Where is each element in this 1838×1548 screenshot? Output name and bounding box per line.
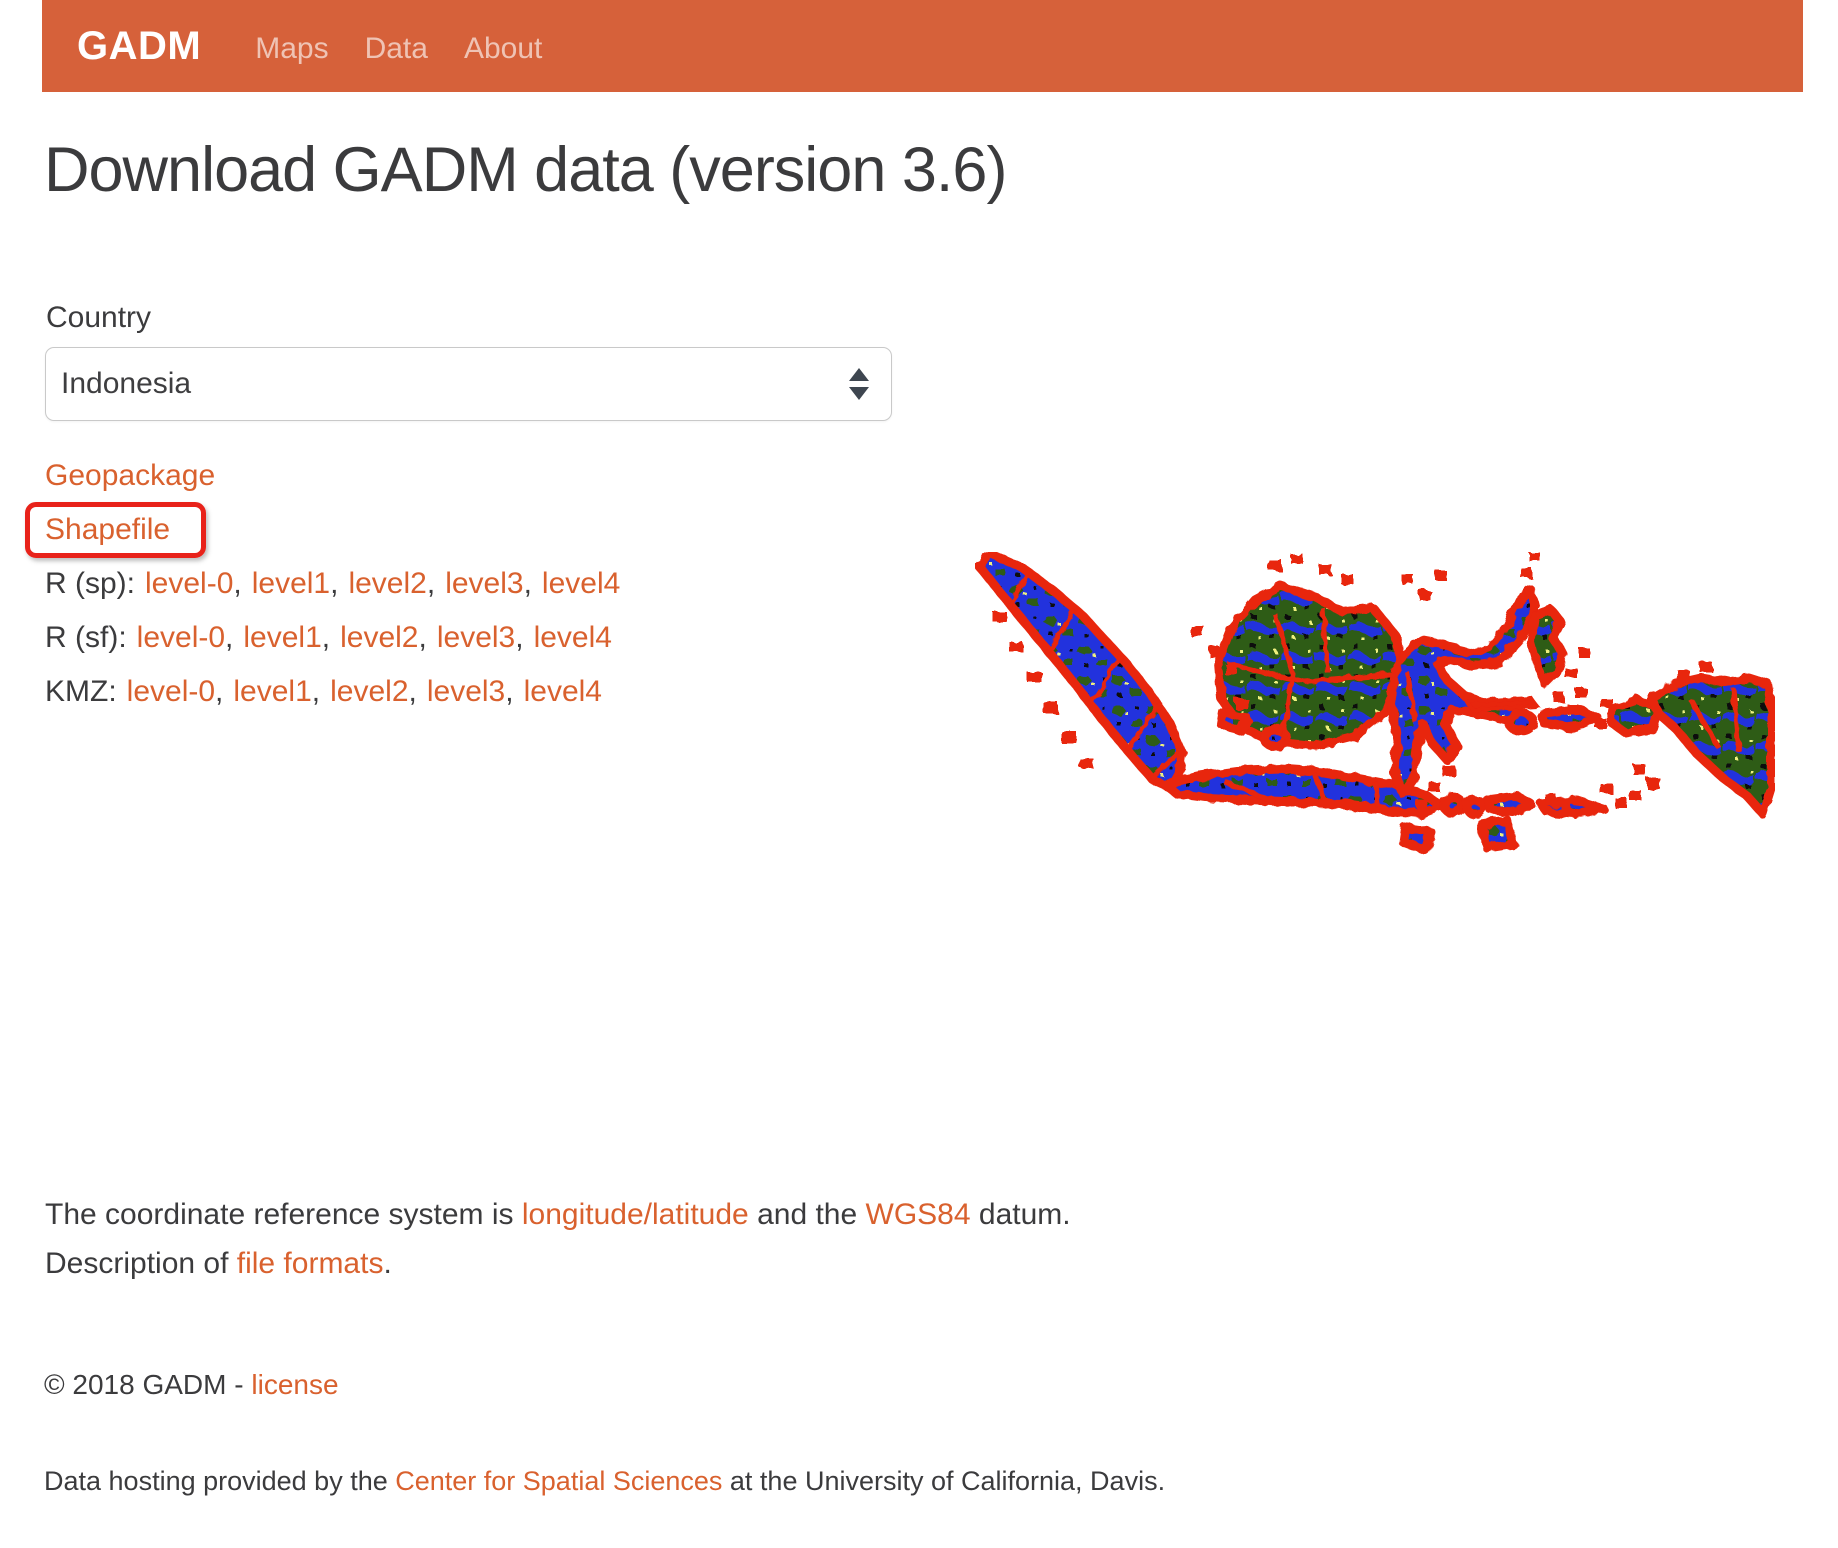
link-shapefile[interactable]: Shapefile xyxy=(45,513,171,546)
copyright-text: © 2018 GADM - xyxy=(44,1369,252,1400)
island-sumba xyxy=(1403,828,1431,850)
select-stepper-icon xyxy=(849,368,869,400)
link-center-spatial-sciences[interactable]: Center for Spatial Sciences xyxy=(395,1466,723,1496)
comma-separator: , xyxy=(321,621,331,654)
comma-separator: , xyxy=(515,621,524,654)
download-row-kmz xyxy=(45,665,620,719)
island-sumatra xyxy=(979,554,1182,788)
link-geopackage[interactable]: Geopackage xyxy=(45,459,216,492)
comma-separator: , xyxy=(505,675,514,708)
hosting-text-prefix: Data hosting provided by the xyxy=(44,1466,396,1496)
island-bali xyxy=(1444,797,1462,813)
crs-text-prefix: The coordinate reference system is xyxy=(45,1198,522,1231)
island-papua xyxy=(1651,678,1771,814)
island-halmahera xyxy=(1531,610,1563,684)
island-timor xyxy=(1481,820,1513,848)
link-rsf-level2[interactable]: level2 xyxy=(340,621,419,654)
link-rsf-level1[interactable]: level1 xyxy=(243,621,322,654)
comma-separator: , xyxy=(215,675,224,708)
link-rsp-level4[interactable]: level4 xyxy=(541,567,621,600)
comma-separator: , xyxy=(233,567,242,600)
link-rsp-level0[interactable]: level-0 xyxy=(145,567,234,600)
link-kmz-level2[interactable]: level2 xyxy=(330,675,409,708)
comma-separator: , xyxy=(418,621,427,654)
crs-text-suffix: datum. xyxy=(970,1198,1071,1231)
chevron-up-icon xyxy=(849,368,869,381)
top-nav xyxy=(42,0,1803,92)
comma-separator: , xyxy=(408,675,417,708)
crs-text-mid: and the xyxy=(748,1198,866,1231)
formats-text-prefix: Description of xyxy=(45,1247,237,1280)
row-prefix-r-sp: R (sp): xyxy=(45,567,135,600)
link-kmz-level3[interactable]: level3 xyxy=(426,675,506,708)
comma-separator: , xyxy=(426,567,436,600)
link-rsp-level1[interactable]: level1 xyxy=(251,567,331,600)
island-bangka xyxy=(1221,712,1247,732)
download-row-r-sp xyxy=(45,557,620,611)
link-wgs84[interactable]: WGS84 xyxy=(865,1198,971,1231)
comma-separator: , xyxy=(330,567,339,600)
link-rsp-level3[interactable]: level3 xyxy=(445,567,524,600)
download-links xyxy=(45,449,620,719)
link-license[interactable]: license xyxy=(251,1369,339,1400)
comma-separator: , xyxy=(311,675,321,708)
formats-text-suffix: . xyxy=(383,1247,392,1280)
download-row-geopackage xyxy=(45,449,620,503)
country-label: Country xyxy=(46,301,152,334)
island-buru xyxy=(1509,713,1533,731)
row-prefix-r-sf: R (sf): xyxy=(45,621,127,654)
nav-brand[interactable]: GADM xyxy=(77,23,202,68)
row-prefix-kmz: KMZ: xyxy=(45,675,117,708)
island-sumbawa xyxy=(1487,796,1531,812)
nav-item-maps[interactable]: Maps xyxy=(255,32,329,65)
comma-separator: , xyxy=(225,621,234,654)
link-kmz-level0[interactable]: level-0 xyxy=(126,675,216,708)
indonesia-map xyxy=(975,552,1775,862)
nav-item-data[interactable]: Data xyxy=(364,32,428,65)
nav-item-about[interactable]: About xyxy=(463,32,543,65)
chevron-down-icon xyxy=(849,387,869,400)
hosting-text-suffix: at the University of California, Davis. xyxy=(722,1466,1166,1496)
download-row-r-sf xyxy=(45,611,620,665)
hosting-line xyxy=(44,1466,1165,1497)
link-file-formats[interactable]: file formats xyxy=(236,1247,384,1280)
country-select[interactable] xyxy=(45,347,892,421)
island-lombok xyxy=(1467,800,1483,814)
link-rsp-level2[interactable]: level2 xyxy=(348,567,427,600)
crs-note xyxy=(45,1190,1071,1288)
link-kmz-level1[interactable]: level1 xyxy=(233,675,312,708)
shapefile-highlight-box xyxy=(25,502,206,558)
copyright-line xyxy=(44,1369,339,1401)
link-rsf-level4[interactable]: level4 xyxy=(533,621,612,654)
link-rsf-level0[interactable]: level-0 xyxy=(136,621,226,654)
page-title: Download GADM data (version 3.6) xyxy=(44,135,1007,205)
link-kmz-level4[interactable]: level4 xyxy=(523,675,602,708)
country-select-value: Indonesia xyxy=(61,367,192,400)
link-longitude-latitude[interactable]: longitude/latitude xyxy=(521,1198,749,1231)
link-rsf-level3[interactable]: level3 xyxy=(436,621,516,654)
nav-menu xyxy=(255,29,542,63)
comma-separator: , xyxy=(523,567,532,600)
